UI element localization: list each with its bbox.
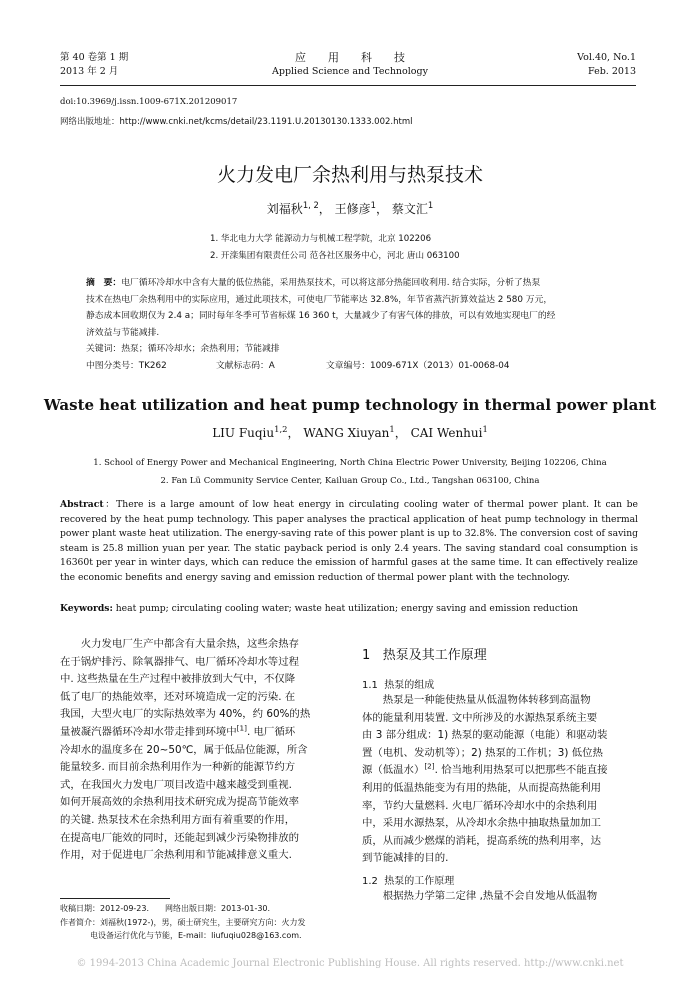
- online-url-line[interactable]: 网络出版地址：http://www.cnki.net/kcms/detail/23.1191.U.20130130.1333.002.html: [60, 117, 413, 127]
- citation-2: [2]: [424, 761, 435, 771]
- subsection-1-2-heading: 1.2 热泵的工作原理: [362, 875, 455, 887]
- abstract-cn: 摘 要：电厂循环冷却水中含有大量的低位热能，采用热泵技术，可以将这部分热能回收利用. 结合实际，分析了热泵 技术在热电厂余热利用中的实际应用，通过此项技术，可使电厂节能率达 32.8%，年节省蒸汽折算效益达 2 580 万元， 静态成本回收期仅为 2.4 a；同时每年冬季可节省标煤 16 360 t，大量减少了有害气体的排放，可以有效地实现电厂的经 济效益与节能减排. 关键词：热泵；循环冷却水；余热利用；节能减排 中图分类号：TK262 文献标志码：A 文章编号：1009-671X（2013）01-0068-04: [86, 275, 626, 374]
- affiliations-cn: 1. 华北电力大学 能源动力与机械工程学院，北京 102206 2. 开滦集团有限责任公司 范各社区服务中心，河北 唐山 063100: [210, 234, 460, 261]
- author-1: 刘福秋: [266, 202, 303, 216]
- journal-volume-issue: 第 40 卷第 1 期 2013 年 2 月: [60, 52, 129, 77]
- copyright-watermark: © 1994-2013 China Academic Journal Electronic Publishing House. All rights reserved. http://www.cnki.net: [76, 958, 624, 969]
- body-left-column: 火力发电厂生产中都含有大量余热，这些余热存 在于锅炉排污、除氧器排气、电厂循环冷却水等过程 中. 这些热量在生产过程中被排放到大气中，不仅降 低了电厂的热能效率，还对环境造成一定的污染. 在 我国，大型火电厂的实际热效率为 40%，约 60%的热 量被凝汽器循环冷却水带走排到环境中[1]. 电厂循环 冷却水的温度多在 20~50℃，属于低品位能源，所含 能量较多. 而目前余热利用作为一种新的能源节约方 式，在我国火力发电厂项目改造中越来越受到重视. 如何开展高效的余热利用技术研究成为提高节能效率 的关键. 热泵技术在余热利用方面有着重要的作用， 在提高电厂能效的同时，还能起到减少污染物排放的 作用，对于促进电厂余热利用和节能减排意义重大.: [60, 638, 311, 862]
- doi-line: doi:10.3969/j.issn.1009-671X.201209017: [60, 97, 238, 107]
- abstract-en: Abstract：There is a large amount of low heat energy in circulating cooling water of thermal power plant. It can be recovered by the heat pump technology. This paper analyses the practical application of heat pump technology in thermal power plant waste heat utilization. The energy-saving rate of this power plant is up to 32.8%. The conversion cost of saving steam is 25.8 million yuan per year. The static payback period is only 2.4 years. The saving standard coal consumption is 16360t per year in winter days, which can reduce the emission of harmful gases at the same time. It can effectively realize the economic benefits and energy saving and emission reduction of thermal power plant with the technology.: [60, 499, 638, 583]
- section-1-2-text: 根据热力学第二定律 ,热量不会自发地从低温物: [362, 889, 598, 902]
- footnote: 收稿日期：2012-09-23. 网络出版日期：2013-01-30. 作者简介：刘福秋(1972-)，男，硕士研究生，主要研究方向：火力发 电设备运行优化与节能，E-mail：liufuqiu028@163.com.: [60, 904, 306, 940]
- title-cn: 火力发电厂余热利用与热泵技术: [216, 164, 483, 186]
- subsection-1-1-heading: 1.1 热泵的组成: [362, 680, 435, 691]
- citation-1: [1]: [236, 723, 247, 733]
- authors-cn: 刘福秋$^{1, 2}$， 王修彦$^1$， 蔡文汇$^1$: [266, 200, 434, 216]
- keywords-en: Keywords: heat pump; circulating cooling water; waste heat utilization; energy saving and emission reduction: [60, 603, 579, 614]
- keywords-cn: 关键词：热泵；循环冷却水；余热利用；节能减排: [86, 344, 280, 354]
- author-2: 王修彦: [334, 202, 371, 216]
- authors-en: LIU Fuqiu$^{1,2}$， WANG Xiuyan$^1$， CAI Wenhui$^1$: [212, 424, 488, 440]
- journal-name: 应 用 科 技 Applied Science and Technology: [272, 51, 428, 77]
- section-1-1-text: 热泵是一种能使热量从低温物体转移到高温物 体的能量利用装置. 文中所涉及的水源热泵系统主要 由 3 部分组成：1) 热泵的驱动能源（电能）和驱动装 置（电机、发动机等）；2) 热泵的工作机；3) 低位热 源（低温水）[2]. 恰当地利用热泵可以把那些不能直接 利用的低温热能变为有用的热能，从而提高热能利用 率，节约大量燃料. 火电厂循环冷却水中的余热利用 中，采用水源热泵，从冷却水余热中抽取热量加加工 质，从而减少燃煤的消耗，提高系统的热利用率，达 到节能减排的目的.: [362, 694, 608, 865]
- body-right-column: [362, 644, 638, 906]
- classification-line: 中图分类号：TK262 文献标志码：A 文章编号：1009-671X（2013）01-0068-04: [86, 360, 510, 371]
- title-en: Waste heat utilization and heat pump technology in thermal power plant: [43, 396, 657, 414]
- abstract-cn-label: 摘 要：: [86, 278, 122, 288]
- author-3: 蔡文汇: [391, 202, 428, 216]
- affiliations-en: 1. School of Energy Power and Mechanical Engineering, North China Electric Power University, Beijing 102206, China 2. Fan Lü Community Service Center, Kailuan Group Co., Ltd., Tangshan 063100, China: [93, 458, 607, 486]
- journal-vol-date-en: Vol.40, No.1 Feb. 2013: [577, 52, 636, 77]
- section-1-heading: 1 热泵及其工作原理: [362, 648, 487, 663]
- abstract-en-label: Abstract: [60, 499, 104, 510]
- footnote-rule: [60, 898, 170, 899]
- header-rule: [60, 85, 636, 86]
